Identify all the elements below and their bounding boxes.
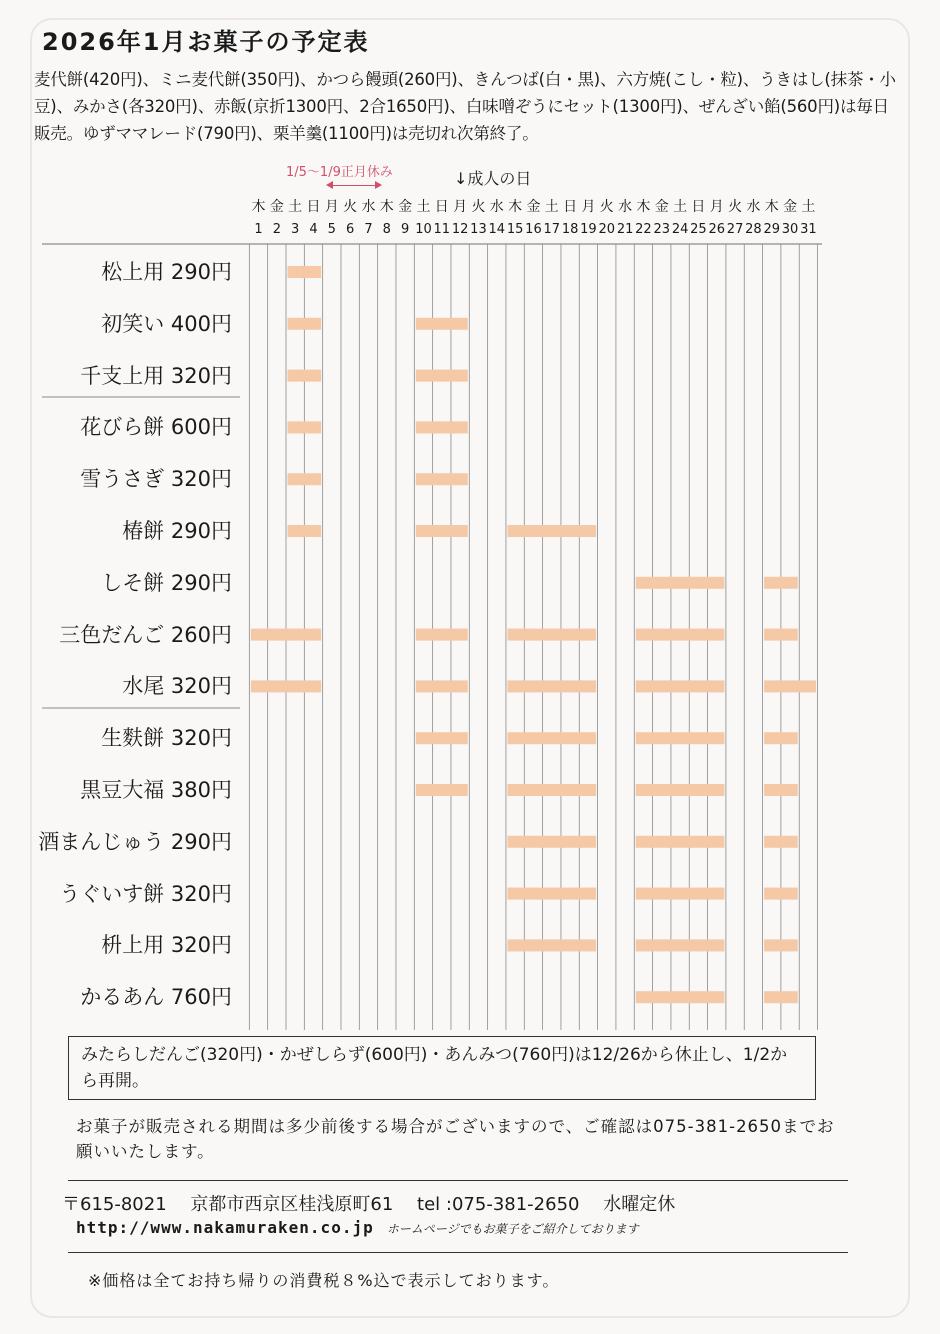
new-year-break-label: 1/5〜1/9正月休み	[286, 165, 393, 180]
date-header: 24	[671, 222, 689, 237]
weekday-header: 月	[581, 199, 596, 215]
weekday-header: 火	[728, 199, 743, 215]
sale-bar	[636, 680, 725, 692]
sale-bar	[416, 629, 468, 641]
suspension-notice-text: みたらしだんご(320円)・かぜしらず(600円)・あんみつ(760円)は12/26から休止し、1/2から再開。	[81, 1045, 788, 1091]
date-header: 31	[800, 222, 817, 237]
item-label: 初笑い 400円	[101, 311, 232, 336]
daily-items-text: 麦代餅(420円)、ミニ麦代餅(350円)、かつら饅頭(260円)、きんつば(白・黒)、六方焼(こし・粒)、うきはし(抹茶・小豆)、みかさ(各320円)、赤飯(京折1300円、2合1650円)、白味噌ぞうにセット(1300円)、ぜんざい餡(560円)は毎日販売。ゆずママレード(790円)、栗羊羹(1100円)は売切れ次第終了。	[34, 70, 896, 143]
weekday-header: 火	[599, 199, 614, 215]
weekday-header: 土	[288, 199, 303, 215]
item-label: 松上用 290円	[101, 260, 232, 284]
item-label: 椿餅 290円	[122, 519, 232, 543]
weekday-header: 木	[636, 199, 651, 215]
sale-bar	[764, 629, 798, 641]
sale-bar	[287, 266, 321, 278]
weekday-header: 金	[654, 199, 669, 215]
sale-bar	[636, 836, 725, 848]
weekday-header: 日	[691, 199, 706, 215]
item-label: しそ餅 290円	[101, 570, 232, 595]
date-header: 20	[598, 222, 616, 237]
sale-bar	[764, 836, 798, 848]
date-header: 7	[364, 222, 373, 237]
weekday-header: 火	[471, 199, 486, 215]
sale-bar	[287, 370, 321, 382]
date-header: 28	[745, 222, 762, 237]
date-header: 2	[272, 222, 281, 237]
sale-bar	[507, 888, 596, 900]
sale-bar	[416, 421, 468, 433]
weekday-header: 月	[453, 199, 468, 215]
sale-bar	[507, 680, 596, 692]
footer-rule-bottom	[68, 1252, 848, 1253]
footer-rule-top	[68, 1180, 848, 1181]
sale-bar	[636, 991, 725, 1003]
weekday-header: 日	[306, 199, 321, 215]
item-label: 三色だんご 260円	[59, 622, 232, 647]
address-text: 京都市西京区桂浅原町61	[190, 1194, 394, 1215]
sale-bar	[416, 318, 468, 330]
weekday-header: 水	[618, 199, 633, 215]
weekday-header: 月	[709, 199, 724, 215]
weekday-header: 木	[764, 199, 779, 215]
weekday-header: 金	[783, 199, 798, 215]
website-url[interactable]: http://www.nakamuraken.co.jp	[76, 1218, 374, 1237]
sale-bar	[416, 680, 468, 692]
sale-bar	[507, 629, 596, 641]
item-label: 枡上用 320円	[101, 933, 232, 958]
date-header: 27	[726, 222, 744, 237]
date-header: 10	[415, 222, 432, 237]
weekday-header: 土	[801, 199, 816, 215]
date-header: 4	[309, 222, 318, 237]
sale-bar	[764, 939, 798, 951]
sale-bar	[507, 836, 596, 848]
sale-bar	[764, 577, 798, 589]
weekday-header: 水	[746, 199, 761, 215]
sale-bar	[416, 784, 468, 796]
item-label: 花びら餅 600円	[80, 415, 232, 440]
sale-bar	[507, 939, 596, 951]
weekday-header: 木	[508, 199, 523, 215]
weekday-header: 金	[398, 199, 413, 215]
date-header: 29	[763, 222, 781, 237]
item-label: 雪うさぎ 320円	[80, 467, 232, 492]
weekday-header: 金	[269, 199, 284, 215]
date-header: 6	[346, 222, 355, 237]
sale-bar	[287, 473, 321, 485]
weekday-header: 水	[489, 199, 504, 215]
suspension-notice-box	[68, 1036, 816, 1100]
weekday-header: 日	[434, 199, 449, 215]
date-header: 3	[291, 222, 300, 237]
weekday-header: 月	[324, 199, 339, 215]
phone-number: tel :075-381-2650	[417, 1194, 580, 1215]
weekday-header: 日	[563, 199, 578, 215]
website-line	[76, 1218, 639, 1237]
coming-of-age-day-label: ↓成人の日	[454, 169, 532, 188]
weekday-header: 木	[379, 199, 394, 215]
sale-bar	[507, 732, 596, 744]
weekday-header: 土	[544, 199, 559, 215]
item-label: うぐいす餅 320円	[59, 881, 232, 906]
sale-bar	[764, 784, 798, 796]
date-header: 23	[653, 222, 671, 237]
date-header: 26	[708, 222, 726, 237]
tax-note: ※価格は全てお持ち帰りの消費税８%込で表示しております。	[88, 1271, 560, 1290]
closed-day: 水曜定休	[603, 1194, 676, 1215]
date-header: 21	[616, 222, 634, 237]
date-header: 9	[400, 222, 410, 237]
weekday-header: 水	[361, 199, 376, 215]
sale-bar	[251, 680, 321, 692]
item-label: かるあん 760円	[80, 985, 232, 1010]
weekday-header: 土	[416, 199, 431, 215]
sale-bar	[636, 784, 725, 796]
sale-bar	[416, 473, 468, 485]
store-address-line	[62, 1190, 693, 1216]
date-header: 13	[470, 222, 487, 237]
date-header: 11	[433, 222, 451, 237]
sale-bar	[636, 732, 725, 744]
sale-bar	[287, 318, 321, 330]
date-header: 22	[635, 222, 652, 237]
sale-bar	[636, 577, 725, 589]
item-label: 黒豆大福 380円	[80, 778, 232, 802]
date-header: 14	[488, 222, 506, 237]
sale-bar	[287, 525, 321, 537]
sale-bar	[251, 629, 321, 641]
sale-bar	[416, 525, 468, 537]
date-header: 17	[543, 222, 561, 237]
date-header: 5	[327, 222, 336, 237]
item-label: 酒まんじゅう 290円	[38, 829, 232, 854]
sale-bar	[416, 732, 468, 744]
date-header: 30	[781, 222, 799, 237]
item-label: 水尾 320円	[122, 674, 232, 699]
page-title: 2026年1月お菓子の予定表	[42, 28, 370, 56]
date-header: 8	[382, 222, 391, 237]
sale-bar	[636, 939, 725, 951]
sale-bar	[764, 991, 798, 1003]
weekday-header: 木	[251, 199, 266, 215]
sale-bar	[507, 525, 596, 537]
date-header: 15	[506, 222, 524, 237]
sale-bar	[636, 629, 725, 641]
date-header: 18	[561, 222, 579, 237]
date-header: 1	[254, 222, 263, 237]
sale-bar	[636, 888, 725, 900]
postal-code: 〒615-8021	[62, 1194, 167, 1215]
sale-bar	[507, 784, 596, 796]
weekday-header: 土	[673, 199, 688, 215]
confirmation-note: お菓子が販売される期間は多少前後する場合がございますので、ご確認は075-381-2650までお願いいたします。	[76, 1117, 835, 1161]
date-header: 25	[690, 222, 707, 237]
item-label: 生麩餅 320円	[101, 726, 232, 751]
weekday-header: 金	[526, 199, 541, 215]
item-label: 千支上用 320円	[80, 363, 232, 388]
date-header: 12	[451, 222, 469, 237]
date-header: 16	[525, 222, 542, 237]
date-header: 19	[580, 222, 597, 237]
sale-bar	[764, 680, 816, 692]
sale-bar	[764, 732, 798, 744]
sale-bar	[287, 421, 321, 433]
weekday-header: 火	[343, 199, 358, 215]
sale-bar	[416, 370, 468, 382]
sale-bar	[764, 888, 798, 900]
homepage-note: ホームページでもお菓子をご紹介しております	[386, 1222, 639, 1236]
